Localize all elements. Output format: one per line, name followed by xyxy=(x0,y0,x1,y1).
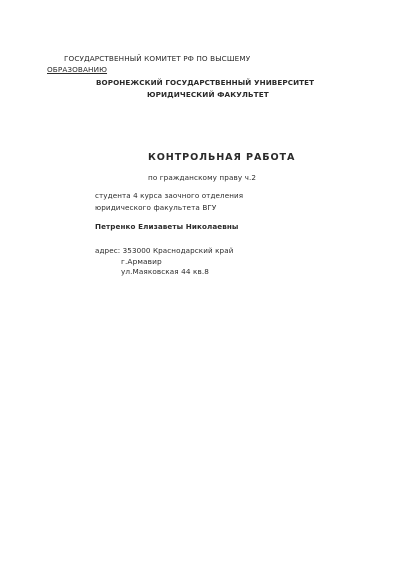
address-line-3: ул.Маяковская 44 кв.8 xyxy=(121,267,209,276)
document-title: КОНТРОЛЬНАЯ РАБОТА xyxy=(148,152,296,163)
student-faculty-line: юридического факультета ВГУ xyxy=(95,203,217,212)
student-course-line: студента 4 курса заочного отделения xyxy=(95,191,244,200)
document-subject: по гражданскому праву ч.2 xyxy=(148,173,257,182)
header-faculty: ЮРИДИЧЕСКИЙ ФАКУЛЬТЕТ xyxy=(147,90,269,99)
address-line-2: г.Армавир xyxy=(121,257,162,266)
header-ministry-line-1: ГОСУДАРСТВЕННЫЙ КОМИТЕТ РФ ПО ВЫСШЕМУ xyxy=(64,54,251,63)
header-university: ВОРОНЕЖСКИЙ ГОСУДАРСТВЕННЫЙ УНИВЕРСИТЕТ xyxy=(96,78,315,87)
address-line-1: адрес: 353000 Краснодарский край xyxy=(95,246,234,255)
student-name: Петренко Елизаветы Николаевны xyxy=(95,222,239,231)
header-ministry-line-2: ОБРАЗОВАНИЮ xyxy=(47,65,108,74)
